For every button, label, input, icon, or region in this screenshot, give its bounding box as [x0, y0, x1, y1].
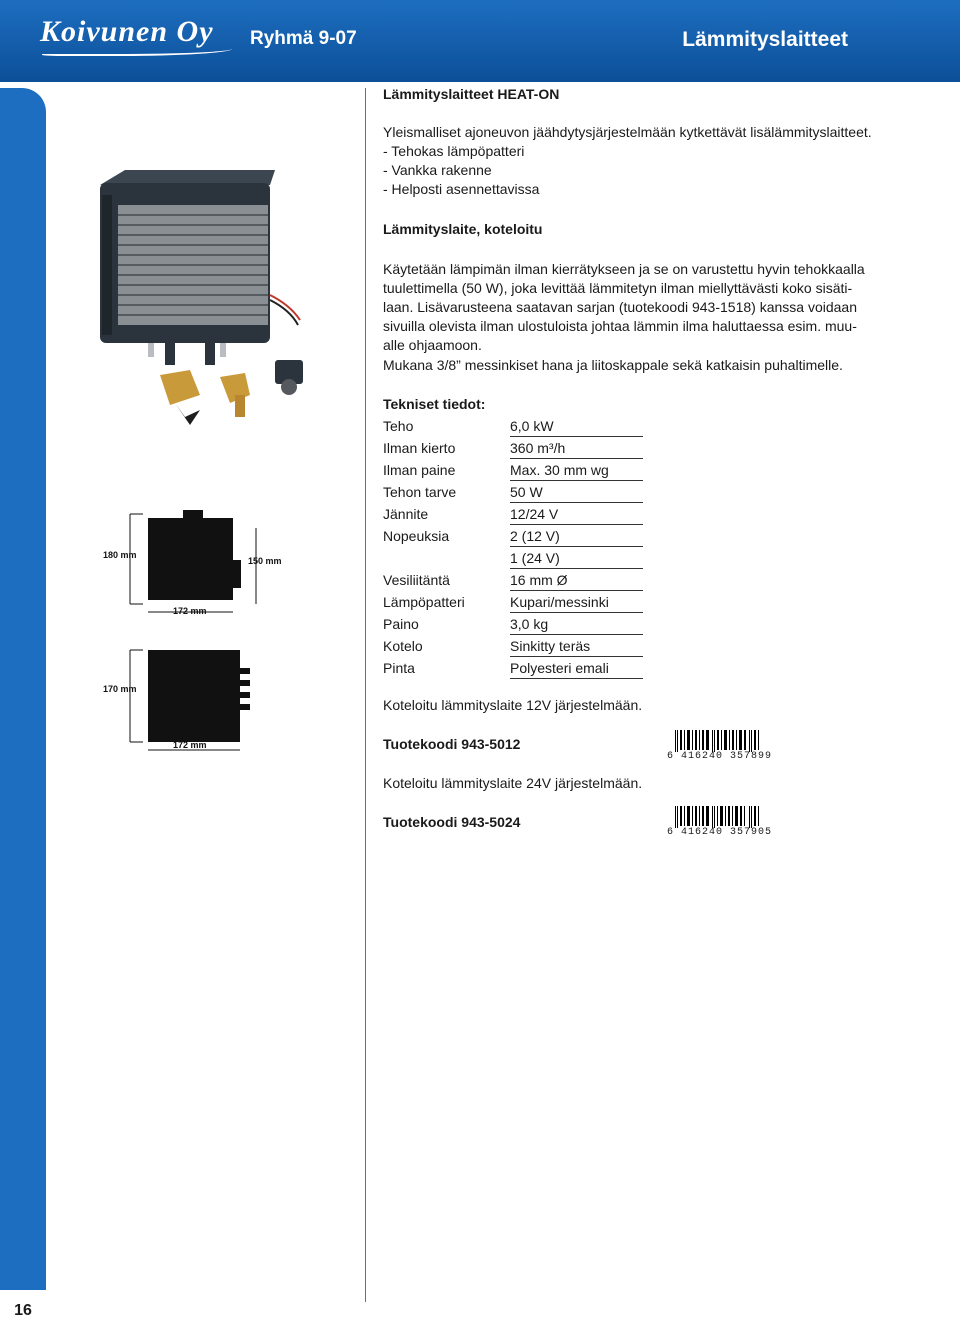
dim-label-top-depth: 150 mm	[248, 556, 282, 566]
product-description: Koteloitu lämmityslaite 12V järjestelmään.	[383, 697, 643, 713]
product-description: Koteloitu lämmityslaite 24V järjestelmään.	[383, 775, 643, 791]
dimension-drawing	[98, 500, 298, 770]
spec-name: Tehon tarve	[383, 484, 457, 500]
dim-label-front-width: 172 mm	[173, 740, 207, 750]
group-label: Ryhmä 9-07	[250, 28, 357, 49]
header-bar	[0, 0, 960, 82]
spec-name: Ilman paine	[383, 462, 456, 478]
barcode-number: 6 416240 357899	[667, 751, 773, 762]
product-photo	[90, 155, 340, 440]
spec-name: Nopeuksia	[383, 528, 450, 544]
dim-label-front-height: 170 mm	[103, 684, 137, 694]
description-line: laan. Lisävarusteena saatavan sarjan (tuotekoodi 943-1518) kanssa voidaan	[383, 299, 857, 315]
spec-value: Kupari/messinki	[510, 592, 643, 613]
barcode-number: 6 416240 357905	[667, 827, 773, 838]
spec-value: 3,0 kg	[510, 614, 643, 635]
spec-value: 50 W	[510, 482, 643, 503]
spec-name: Jännite	[383, 506, 429, 522]
spec-value: 6,0 kW	[510, 416, 643, 437]
dim-label-top-width: 172 mm	[173, 606, 207, 616]
bullet-item: - Tehokas lämpöpatteri	[383, 143, 525, 159]
spec-name: Paino	[383, 616, 419, 632]
company-logo: Koivunen Oy	[40, 15, 214, 48]
description-line: sivuilla olevista ilman ulostuloista johtaa lämmin ilma haluttaessa esim. muu-	[383, 318, 857, 334]
barcode-image	[667, 730, 767, 752]
section-title: Lämmityslaitteet	[682, 28, 848, 51]
spec-name: Lämpöpatteri	[383, 594, 465, 610]
description-line: tuulettimella (50 W), joka levittää lämmitetyn ilman miellyttävästi koko sisäti-	[383, 280, 853, 296]
spec-value: Max. 30 mm wg	[510, 460, 643, 481]
description-line: Käytetään lämpimän ilman kierrätykseen ja se on varustettu hyvin tehokkaalla	[383, 261, 865, 277]
product-code: Tuotekoodi 943-5024	[383, 814, 521, 830]
spec-value: 12/24 V	[510, 504, 643, 525]
spec-value: 2 (12 V)	[510, 526, 643, 547]
bullet-item: - Helposti asennettavissa	[383, 181, 540, 197]
sidebar-band	[0, 88, 46, 1332]
spec-name: Pinta	[383, 660, 415, 676]
spec-name: Ilman kierto	[383, 440, 456, 456]
spec-name: Teho	[383, 418, 414, 434]
description-line: alle ohjaamoon.	[383, 337, 482, 353]
barcode-image	[667, 806, 767, 828]
product-code: Tuotekoodi 943-5012	[383, 736, 521, 752]
subheading: Lämmityslaite, koteloitu	[383, 221, 543, 237]
bullet-item: - Vankka rakenne	[383, 162, 492, 178]
page-number: 16	[0, 1290, 46, 1332]
spec-name: Vesiliitäntä	[383, 572, 450, 588]
spec-value: 16 mm Ø	[510, 570, 643, 591]
spec-name: Kotelo	[383, 638, 423, 654]
spec-value: Polyesteri emali	[510, 658, 643, 679]
product-heading: Lämmityslaitteet HEAT-ON	[383, 86, 560, 102]
spec-value: 360 m³/h	[510, 438, 643, 459]
included-note: Mukana 3/8” messinkiset hana ja liitoskappale sekä katkaisin puhaltimelle.	[383, 357, 843, 373]
specs-heading: Tekniset tiedot:	[383, 396, 486, 412]
logo-swoosh	[42, 44, 232, 56]
dim-label-top-height: 180 mm	[103, 550, 137, 560]
spec-value: Sinkitty teräs	[510, 636, 643, 657]
intro-text: Yleismalliset ajoneuvon jäähdytysjärjestelmään kytkettävät lisälämmityslaitteet.	[383, 124, 872, 140]
column-divider	[365, 88, 366, 1302]
spec-value: 1 (24 V)	[510, 548, 643, 569]
